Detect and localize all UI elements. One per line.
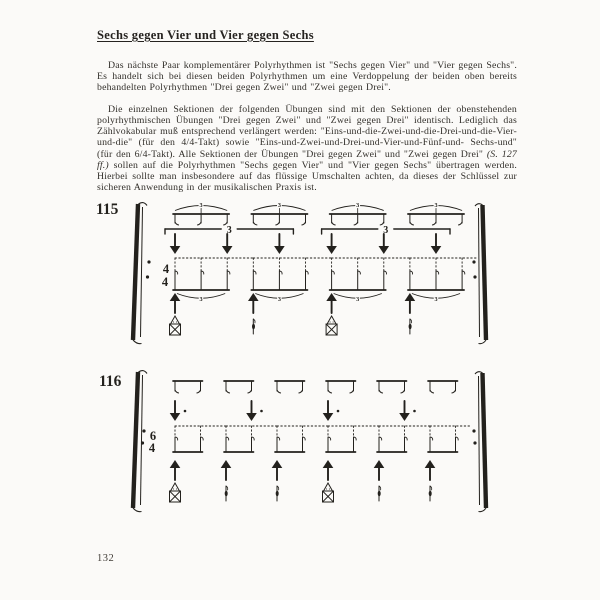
tuplet-number: 3: [277, 296, 281, 304]
repeat-dot: [472, 260, 475, 263]
lower-note-group: [377, 426, 430, 452]
lower-note-group: [224, 426, 277, 452]
upper-note-group: [326, 381, 356, 393]
repeat-dot: [146, 275, 149, 278]
time-signature-numerator: 6: [149, 429, 157, 443]
augmentation-dot: [413, 410, 416, 413]
repeat-dot: [472, 429, 475, 432]
upper-note-group: [330, 202, 386, 225]
down-arrow-icon: [379, 234, 390, 254]
upper-note-group: [173, 202, 229, 225]
up-arrow-icon: [323, 460, 334, 480]
paragraph-intro: Das nächste Paar komplementärer Polyrhythmen ist "Sechs gegen Vier" und "Vier gegen Sechs". Es handelt sich bei diesen beiden Polyrhythmen um eine Verdoppelung der beiden oben bereits behandelten Polyrhythmen "Drei gegen Zwei" und "Zwei gegen Drei".: [97, 59, 517, 94]
time-signature: [149, 429, 156, 455]
note-hook: [197, 390, 201, 393]
repeat-dot: [142, 429, 145, 432]
hihat-pedal-icon: [170, 483, 181, 502]
repeat-dot: [473, 441, 476, 444]
page-reference: (S. 127 ff.): [97, 148, 517, 171]
note-hook: [248, 390, 252, 393]
lower-note-group: [173, 426, 226, 452]
upper-note-group: [251, 202, 307, 225]
tuplet-bracket-number: 3: [383, 224, 389, 236]
note-hook: [410, 222, 414, 225]
down-arrow-icon: [399, 401, 416, 421]
tuplet-bracket: [322, 225, 450, 236]
up-arrow-icon: [170, 460, 181, 480]
note-hook: [299, 390, 303, 393]
note-hook: [253, 222, 257, 225]
upper-note-group: [275, 381, 305, 393]
exercise-figure: [99, 371, 486, 512]
upper-note-group: [224, 381, 254, 393]
repeat-barline-right: [472, 372, 486, 512]
note-hook: [175, 222, 179, 225]
tuplet-number: 3: [199, 201, 203, 209]
paragraph-instructions-text: Die einzelnen Sektionen der folgenden Übungen sind mit den Sektionen der obenstehenden polyrhythmischen Übungen "Drei gegen Zwei" und "Zwei gegen Drei" identisch. Lediglich das Zählvokabular muß entsprechend verlängert werden: "Eins-und-die-Zwei-und-die-Drei-und-die-Vier-und-die" (für den 4/4-Takt) sowie "Eins-und-Zwei-und-Drei-und-Vier-und-Fünf-und- Sechs-und" (für den 6/4-Takt). Alle Sektionen der Übungen "Drei gegen Zwei" und "Zwei gegen Drei": [97, 103, 517, 160]
up-arrow-icon: [272, 460, 283, 480]
time-signature-numerator: 4: [162, 262, 170, 276]
lower-note-group: [408, 258, 478, 303]
tuplet-bracket: [165, 225, 293, 236]
down-arrow-icon: [170, 401, 187, 421]
foot-tap-icon: [252, 319, 255, 334]
lower-note-group: [275, 426, 328, 452]
up-arrow-icon: [221, 460, 232, 480]
lower-note-group: [173, 258, 253, 303]
paragraph-instructions: [97, 104, 517, 194]
section-heading: Sechs gegen Vier und Vier gegen Sechs: [97, 28, 314, 42]
note-hook: [354, 222, 358, 225]
exercise-115-notation: [0, 200, 600, 358]
lower-note-group: [428, 426, 472, 452]
down-arrow-icon: [431, 234, 442, 254]
exercise-116-notation: [0, 368, 600, 532]
note-hook: [328, 390, 332, 393]
upper-note-group: [408, 202, 464, 225]
up-arrow-icon: [170, 293, 181, 313]
foot-tap-icon: [409, 319, 412, 334]
up-arrow-icon: [326, 293, 337, 313]
note-hook: [277, 390, 281, 393]
up-arrow-icon: [248, 293, 259, 313]
augmentation-dot: [184, 410, 187, 413]
down-arrow-icon: [326, 234, 337, 254]
tuplet-number: 3: [356, 296, 360, 304]
upper-note-group: [173, 381, 203, 393]
hihat-pedal-icon: [323, 483, 334, 502]
upper-note-group: [428, 381, 458, 393]
lower-note-group: [326, 426, 379, 452]
hihat-pedal-icon: [326, 316, 337, 335]
tuplet-number: 3: [199, 296, 203, 304]
down-arrow-icon: [170, 234, 181, 254]
time-signature-denominator: 4: [148, 441, 156, 455]
up-arrow-icon: [405, 293, 416, 313]
note-hook: [401, 390, 405, 393]
note-hook: [432, 222, 436, 225]
note-hook: [379, 390, 383, 393]
tuplet-number: 3: [356, 201, 360, 209]
augmentation-dot: [260, 410, 263, 413]
repeat-dot: [147, 260, 150, 263]
time-signature: [162, 262, 170, 289]
note-hook: [430, 390, 434, 393]
repeat-dot: [141, 441, 144, 444]
note-hook: [332, 222, 336, 225]
repeat-dot: [473, 275, 476, 278]
note-hook: [458, 222, 462, 225]
note-hook: [302, 222, 306, 225]
hihat-pedal-icon: [170, 316, 181, 335]
foot-tap-icon: [276, 486, 279, 501]
lower-note-group: [251, 258, 331, 303]
tuplet-number: 3: [434, 201, 438, 209]
note-hook: [275, 222, 279, 225]
note-hook: [226, 390, 230, 393]
upper-note-group: [377, 381, 407, 393]
exercise-number: 116: [99, 373, 122, 390]
down-arrow-icon: [323, 401, 340, 421]
augmentation-dot: [337, 410, 340, 413]
tuplet-bracket-number: 3: [226, 224, 232, 236]
lower-note-group: [330, 258, 410, 303]
note-hook: [452, 390, 456, 393]
foot-tap-icon: [225, 486, 228, 501]
exercise-figure: [96, 201, 486, 344]
up-arrow-icon: [425, 460, 436, 480]
repeat-barline-right: [472, 204, 486, 344]
tuplet-number: 3: [277, 201, 281, 209]
down-arrow-icon: [246, 401, 263, 421]
foot-tap-icon: [378, 486, 381, 501]
exercise-number: 115: [96, 201, 119, 218]
note-hook: [197, 222, 201, 225]
repeat-barline-left: [133, 203, 151, 344]
foot-tap-icon: [429, 486, 432, 501]
down-arrow-icon: [274, 234, 285, 254]
time-signature-denominator: 4: [161, 275, 169, 289]
down-arrow-icon: [222, 234, 233, 254]
note-hook: [175, 390, 179, 393]
note-hook: [350, 390, 354, 393]
up-arrow-icon: [374, 460, 385, 480]
tuplet-number: 3: [434, 296, 438, 304]
page-number: 132: [97, 553, 115, 564]
repeat-barline-left: [133, 371, 147, 512]
paragraph-instructions-text-cont: sollen auf die Polyrhythmen "Sechs gegen Vier" und "Vier gegen Sechs" übertragen werden. Hierbei sollte man insbesondere auf das flüssige Umschalten achten, da dieses der Schlüssel zur sicheren Anwendung in der musikalischen Praxis ist.: [97, 159, 517, 194]
